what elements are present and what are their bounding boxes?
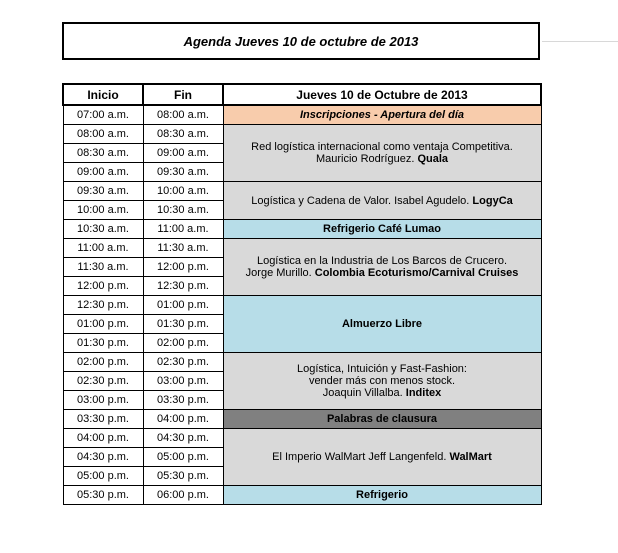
session-walmart: El Imperio WalMart Jeff Langenfeld. WalMart — [223, 429, 541, 486]
agenda-title-text: Agenda Jueves 10 de octubre de 2013 — [183, 33, 419, 49]
table-row — [63, 353, 541, 372]
session-almuerzo: Almuerzo Libre — [223, 296, 541, 353]
end-time: 08:00 a.m. — [143, 105, 223, 125]
start-time: 11:30 a.m. — [63, 258, 143, 277]
agenda-table — [62, 83, 542, 505]
session-registration: Inscripciones - Apertura del día — [223, 105, 541, 125]
start-time: 03:00 p.m. — [63, 391, 143, 410]
header-start: Inicio — [63, 84, 143, 105]
table-row — [63, 410, 541, 429]
session-fast-fashion: Logística, Intuición y Fast-Fashion: vender más con menos stock. Joaquin Villalba. Inditex — [223, 353, 541, 410]
header-end: Fin — [143, 84, 223, 105]
session-cruceros: Logística en la Industria de Los Barcos de Crucero. Jorge Murillo. Colombia Ecoturismo/Carnival Cruises — [223, 239, 541, 296]
end-time: 08:30 a.m. — [143, 125, 223, 144]
end-time: 05:30 p.m. — [143, 467, 223, 486]
session-cadena-valor: Logística y Cadena de Valor. Isabel Agudelo. LogyCa — [223, 182, 541, 220]
start-time: 04:00 p.m. — [63, 429, 143, 448]
start-time: 09:30 a.m. — [63, 182, 143, 201]
start-time: 03:30 p.m. — [63, 410, 143, 429]
table-row — [63, 296, 541, 315]
end-time: 12:00 p.m. — [143, 258, 223, 277]
start-time: 12:30 p.m. — [63, 296, 143, 315]
start-time: 12:00 p.m. — [63, 277, 143, 296]
table-row — [63, 239, 541, 258]
start-time: 10:00 a.m. — [63, 201, 143, 220]
end-time: 01:30 p.m. — [143, 315, 223, 334]
session-refrigerio: Refrigerio — [223, 486, 541, 505]
session-refrigerio-cafe: Refrigerio Café Lumao — [223, 220, 541, 239]
end-time: 03:30 p.m. — [143, 391, 223, 410]
start-time: 07:00 a.m. — [63, 105, 143, 125]
end-time: 02:00 p.m. — [143, 334, 223, 353]
start-time: 02:30 p.m. — [63, 372, 143, 391]
session-clausura: Palabras de clausura — [223, 410, 541, 429]
end-time: 02:30 p.m. — [143, 353, 223, 372]
table-row — [63, 125, 541, 144]
end-time: 04:30 p.m. — [143, 429, 223, 448]
divider — [542, 41, 618, 42]
start-time: 08:00 a.m. — [63, 125, 143, 144]
start-time: 05:30 p.m. — [63, 486, 143, 505]
end-time: 05:00 p.m. — [143, 448, 223, 467]
end-time: 11:00 a.m. — [143, 220, 223, 239]
end-time: 09:30 a.m. — [143, 163, 223, 182]
table-row — [63, 220, 541, 239]
start-time: 10:30 a.m. — [63, 220, 143, 239]
table-row — [63, 182, 541, 201]
end-time: 03:00 p.m. — [143, 372, 223, 391]
start-time: 09:00 a.m. — [63, 163, 143, 182]
start-time: 01:00 p.m. — [63, 315, 143, 334]
table-row — [63, 429, 541, 448]
header-description: Jueves 10 de Octubre de 2013 — [223, 84, 541, 105]
end-time: 09:00 a.m. — [143, 144, 223, 163]
table-row — [63, 486, 541, 505]
end-time: 12:30 p.m. — [143, 277, 223, 296]
table-row — [63, 105, 541, 125]
session-red-logistica: Red logística internacional como ventaja Competitiva. Mauricio Rodríguez. Quala — [223, 125, 541, 182]
start-time: 11:00 a.m. — [63, 239, 143, 258]
end-time: 01:00 p.m. — [143, 296, 223, 315]
agenda-title — [62, 22, 540, 60]
start-time: 04:30 p.m. — [63, 448, 143, 467]
end-time: 04:00 p.m. — [143, 410, 223, 429]
table-header-row — [63, 84, 541, 105]
end-time: 06:00 p.m. — [143, 486, 223, 505]
start-time: 05:00 p.m. — [63, 467, 143, 486]
end-time: 11:30 a.m. — [143, 239, 223, 258]
start-time: 08:30 a.m. — [63, 144, 143, 163]
start-time: 02:00 p.m. — [63, 353, 143, 372]
start-time: 01:30 p.m. — [63, 334, 143, 353]
end-time: 10:00 a.m. — [143, 182, 223, 201]
end-time: 10:30 a.m. — [143, 201, 223, 220]
